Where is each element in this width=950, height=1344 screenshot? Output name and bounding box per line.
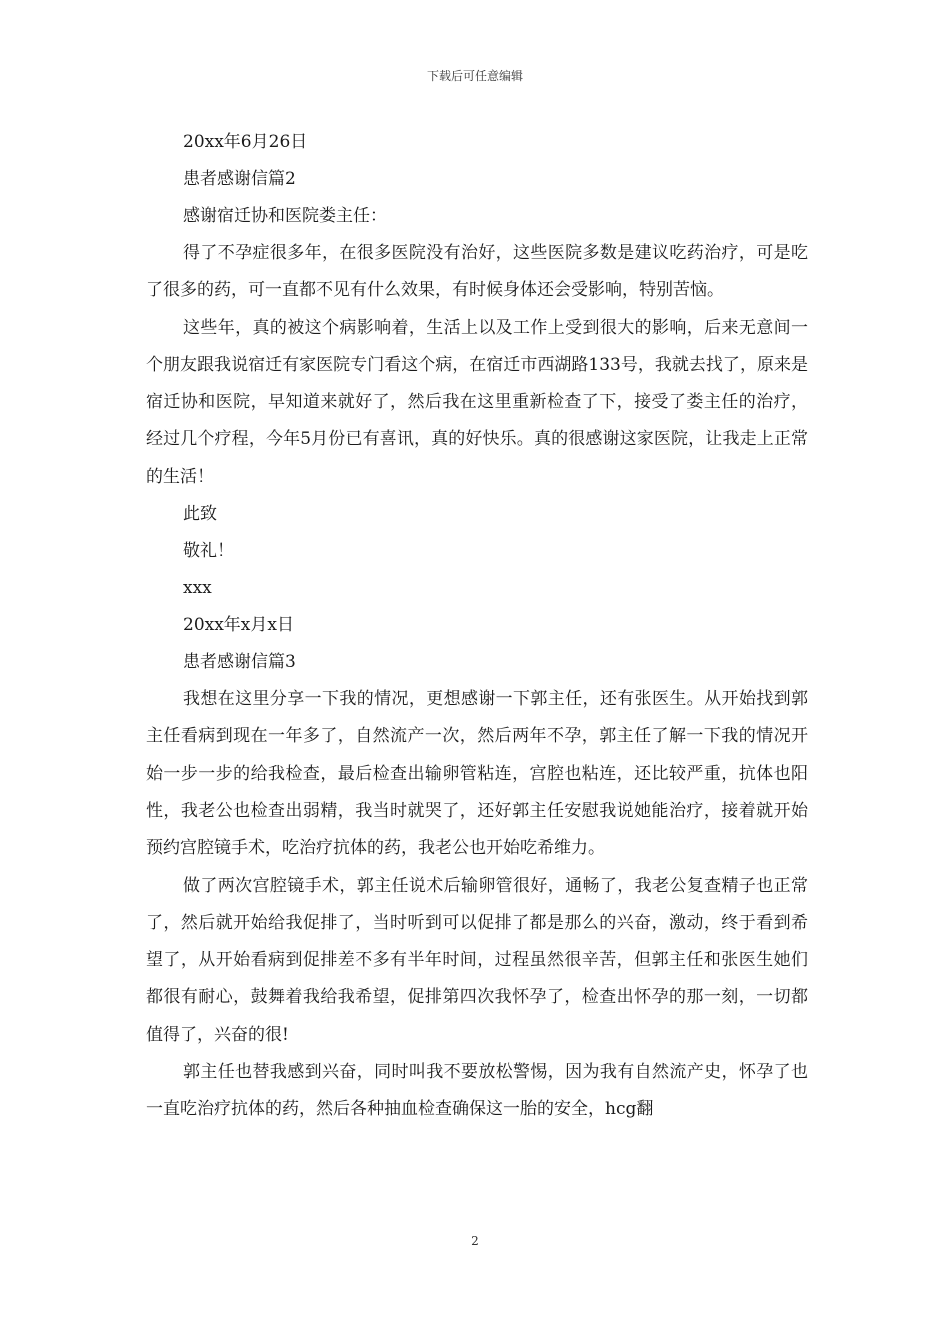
salutation: 感谢宿迁协和医院娄主任： — [183, 206, 387, 226]
closing-line: 此致 — [183, 504, 217, 525]
date-line: 20xx年6月26日 — [183, 132, 308, 152]
section-title: 患者感谢信篇3 — [183, 652, 296, 673]
paragraph: 郭主任也替我感到兴奋，同时叫我不要放松警惕，因为我有自然流产史，怀孕了也一直吃治疗抗体的药，然后各种抽血检查确保这一胎的安全，hcg翻 — [146, 1062, 808, 1120]
paragraph: 做了两次宫腔镜手术，郭主任说术后输卵管很好，通畅了，我老公复查精子也正常了，然后就开始给我促排了，当时听到可以促排了都是那么的兴奋，激动，终于看到希望了，从开始看病到促排差不多有半年时间，过程虽然很辛苦，但郭主任和张医生她们都很有耐心，鼓舞着我给我希望，促排第四次我怀孕了，检查出怀孕的那一刻，一切都值得了，兴奋的很! — [146, 875, 808, 1045]
section-title: 患者感谢信篇2 — [183, 169, 296, 189]
date-line: 20xx年x月x日 — [183, 615, 294, 636]
page-header: 下载后可任意编辑 — [426, 69, 523, 83]
paragraph: 我想在这里分享一下我的情况，更想感谢一下郭主任，还有张医生。从开始找到郭主任看病到现在一年多了，自然流产一次，然后两年不孕，郭主任了解一下我的情况开始一步一步的给我检查，最后检查出输卵管粘连，宫腔也粘连，还比较严重，抗体也阳性，我老公也检查出弱精，我当时就哭了，还好郭主任安慰我说她能治疗，接着就开始预约宫腔镜手术，吃治疗抗体的药，我老公也开始吃希维力。 — [146, 689, 808, 859]
paragraph: 这些年，真的被这个病影响着，生活上以及工作上受到很大的影响，后来无意间一个朋友跟我说宿迁有家医院专门看这个病，在宿迁市西湖路133号，我就去找了，原来是宿迁协和医院，早知道来就好了，然后我在这里重新检查了下，接受了娄主任的治疗，经过几个疗程，今年5月份已有喜讯，真的好快乐。真的很感谢这家医院，让我走上正常的生活！ — [146, 317, 808, 487]
paragraph: 得了不孕症很多年，在很多医院没有治好，这些医院多数是建议吃药治疗，可是吃了很多的药，可一直都不见有什么效果，有时候身体还会受影响，特别苦恼。 — [146, 243, 808, 301]
document-body — [146, 124, 808, 1129]
closing-line: 敬礼！ — [183, 541, 234, 562]
page-number: 2 — [471, 1234, 479, 1248]
signature: xxx — [183, 578, 212, 599]
